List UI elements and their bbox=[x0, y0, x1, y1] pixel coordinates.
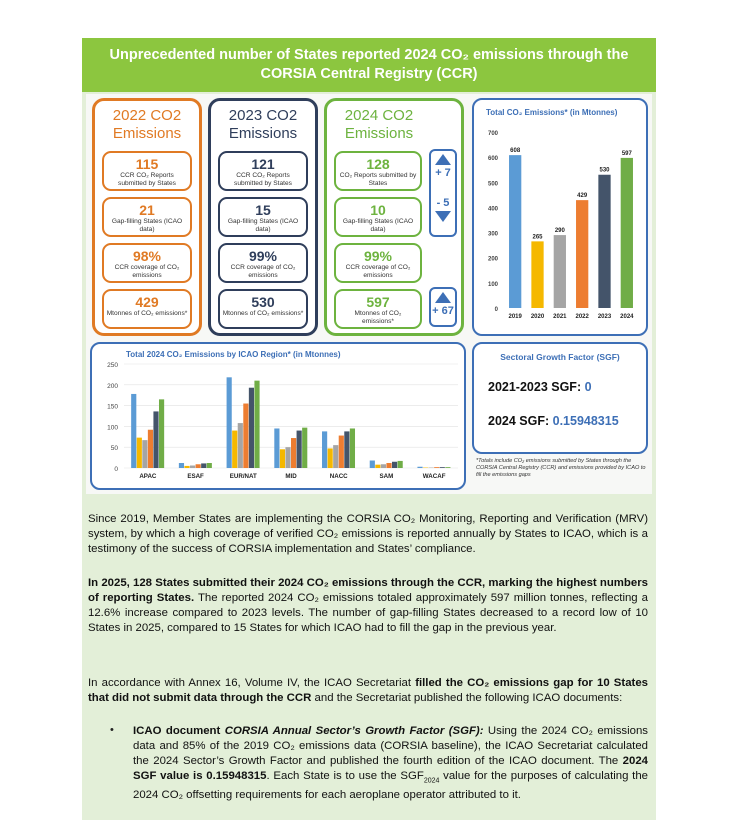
banner bbox=[82, 38, 656, 92]
delta-gap-filling: - 5 bbox=[436, 197, 450, 209]
bar bbox=[243, 404, 248, 468]
column-subtitle: Emissions bbox=[344, 125, 414, 142]
bar bbox=[179, 463, 184, 468]
x-tick-label: 2023 bbox=[597, 314, 612, 320]
stat-card-emissions bbox=[102, 289, 192, 329]
sgf-title: Sectoral Growth Factor (SGF) bbox=[500, 352, 620, 362]
column-2022 bbox=[92, 98, 202, 336]
x-tick-label: SAM bbox=[379, 473, 394, 480]
stat-card-coverage bbox=[102, 243, 192, 283]
stat-card-reports bbox=[334, 151, 422, 191]
bar bbox=[159, 399, 164, 468]
stat-value: 530 bbox=[251, 294, 275, 310]
column-subtitle: Emissions bbox=[228, 125, 298, 142]
x-tick-label: 2020 bbox=[530, 314, 545, 320]
stat-label: CCR coverage of CO₂ emissions bbox=[114, 264, 180, 279]
bar bbox=[137, 438, 142, 468]
stat-label: CCR CO₂ Reports submitted by States bbox=[234, 172, 292, 187]
regional-emissions-chart bbox=[90, 342, 466, 490]
bar bbox=[509, 155, 521, 308]
paragraph-bold: filled the CO₂ emissions gap for 10 States that did not submit data through the CCR bbox=[88, 677, 648, 704]
stat-value: 115 bbox=[135, 156, 159, 172]
sgf-label: 2021-2023 SGF: bbox=[488, 380, 585, 394]
y-tick-label: 200 bbox=[107, 382, 118, 390]
column-year: 2023 CO2 bbox=[228, 107, 298, 124]
stat-value: 99% bbox=[248, 248, 278, 264]
arrow-up-icon bbox=[435, 292, 451, 303]
stat-card-emissions bbox=[334, 289, 422, 329]
y-tick-label: 100 bbox=[487, 281, 498, 288]
x-tick-label: EUR/NAT bbox=[229, 473, 257, 480]
bar bbox=[576, 200, 588, 308]
data-label: 290 bbox=[554, 228, 565, 235]
bar bbox=[386, 463, 391, 468]
bar bbox=[227, 377, 232, 468]
bar bbox=[440, 467, 445, 468]
regional-emissions-svg bbox=[92, 344, 464, 488]
y-tick-label: 150 bbox=[107, 403, 118, 411]
bullet-bold: 2024 SGF value is 0.15948315 bbox=[133, 755, 648, 782]
paragraph-intro: Since 2019, Member States are implementing the CORSIA CO₂ Monitoring, Reporting and Verification (MRV) system, by which a high coverage of verified CO₂ emissions is reported annually by States to ICAO, which is a testimony of the success of CORSIA implementation and States’ compliance. bbox=[88, 513, 648, 555]
sgf-box bbox=[472, 342, 648, 454]
delta-emissions-box bbox=[429, 287, 457, 327]
bar bbox=[344, 431, 349, 468]
bar bbox=[417, 467, 422, 468]
stat-card-gap-filling bbox=[102, 197, 192, 237]
x-tick-label: 2024 bbox=[620, 314, 634, 320]
stat-value: 99% bbox=[363, 248, 393, 264]
sgf-value: 0 bbox=[584, 380, 592, 394]
bar bbox=[350, 428, 355, 468]
stat-value: 15 bbox=[255, 202, 271, 218]
x-tick-label: MID bbox=[285, 473, 297, 480]
stat-card-coverage bbox=[334, 243, 422, 283]
sgf-value: 0.15948315 bbox=[552, 414, 619, 428]
chart-title: Total CO₂ Emissions* (in Mtonnes) bbox=[486, 108, 618, 117]
bar bbox=[621, 158, 633, 308]
banner-line-1: Unprecedented number of States reported 2024 CO₂ emissions through the bbox=[109, 47, 629, 63]
stat-card-reports bbox=[218, 151, 308, 191]
bullet-icon: • bbox=[110, 724, 114, 736]
bar bbox=[190, 466, 195, 468]
y-tick-label: 500 bbox=[487, 181, 498, 188]
bullet-text: value for the purposes of calculating the 2024 CO₂ offsetting requirements for each aeroplane operator attributed to it. bbox=[133, 770, 649, 802]
bar bbox=[322, 431, 327, 468]
column-2023 bbox=[208, 98, 318, 336]
bullet-text: Using the 2024 CO₂ emissions data and 85% of the 2019 CO₂ emissions data (CORSIA baseline), the ICAO Secretariat calculated the 2024 Sector’s Growth Factor and published the fourth edition of the ICAO document. The bbox=[133, 725, 648, 767]
bar bbox=[148, 430, 153, 468]
sgf-label: 2024 SGF: bbox=[488, 414, 553, 428]
x-tick-label: 2019 bbox=[508, 314, 522, 320]
paragraph-reporting bbox=[88, 576, 648, 636]
bar bbox=[554, 235, 566, 308]
bar bbox=[398, 461, 403, 468]
stat-label: Gap-filling States (ICAO data) bbox=[111, 218, 183, 233]
y-tick-label: 200 bbox=[487, 256, 498, 263]
bar bbox=[531, 241, 543, 308]
bar bbox=[333, 445, 338, 468]
stat-label: Gap-filling States (ICAO data) bbox=[227, 218, 299, 233]
bullet-text: . Each State is to use the SGF bbox=[266, 770, 424, 782]
stat-label: Mtonnes of CO₂ emissions* bbox=[222, 310, 304, 317]
stat-card-gap-filling bbox=[334, 197, 422, 237]
paragraph-annex bbox=[88, 676, 648, 706]
chart-title: Total 2024 CO₂ Emissions by ICAO Region* (in Mtonnes) bbox=[126, 350, 341, 359]
stat-card-gap-filling bbox=[218, 197, 308, 237]
x-tick-label: APAC bbox=[139, 473, 157, 480]
bar bbox=[274, 428, 279, 468]
bar bbox=[339, 436, 344, 468]
stat-label: CO₂ Reports submitted by States bbox=[339, 172, 417, 187]
arrow-down-icon bbox=[435, 211, 451, 222]
total-emissions-svg bbox=[474, 100, 646, 334]
bar bbox=[370, 461, 375, 468]
data-label: 608 bbox=[510, 148, 521, 155]
bar bbox=[375, 465, 380, 468]
y-tick-label: 400 bbox=[487, 206, 498, 213]
delta-emissions: + 67 bbox=[432, 305, 454, 317]
x-tick-label: NACC bbox=[329, 473, 348, 480]
delta-reports-gap bbox=[429, 149, 457, 237]
bar bbox=[201, 463, 206, 468]
infographic bbox=[86, 94, 652, 494]
paragraph-text: and the Secretariat published the following ICAO documents: bbox=[311, 692, 623, 704]
stat-value: 429 bbox=[135, 294, 159, 310]
stat-value: 21 bbox=[139, 202, 155, 218]
stat-label: Mtonnes of CO₂ emissions* bbox=[106, 310, 188, 317]
column-year: 2022 CO2 bbox=[112, 107, 182, 124]
bar bbox=[280, 449, 285, 468]
stat-label: Gap-filling States (ICAO data) bbox=[342, 218, 414, 233]
stat-label: CCR coverage of CO₂ emissions bbox=[345, 264, 411, 279]
stat-value: 128 bbox=[366, 156, 390, 172]
bar bbox=[445, 467, 450, 468]
bar bbox=[207, 463, 212, 468]
paragraph-text: In accordance with Annex 16, Volume IV, the ICAO Secretariat bbox=[88, 677, 416, 689]
x-tick-label: WACAF bbox=[422, 473, 446, 480]
stat-card-reports bbox=[102, 151, 192, 191]
y-tick-label: 100 bbox=[107, 424, 118, 432]
y-tick-label: 300 bbox=[487, 231, 498, 238]
data-label: 429 bbox=[577, 193, 588, 200]
data-label: 597 bbox=[621, 150, 632, 157]
bar bbox=[131, 394, 136, 468]
paragraph-text: The reported 2024 CO₂ emissions totaled approximately 597 million tonnes, reflecting a 12.6% increase compared to 2023 levels. The number of gap-filling States decreased to a record low of 10 States in 2025, compared to 15 States for which ICAO had to fill the gap in the previous year. bbox=[88, 592, 648, 634]
bar bbox=[392, 462, 397, 468]
bar bbox=[297, 431, 302, 468]
bar bbox=[598, 175, 610, 308]
stat-value: 121 bbox=[251, 156, 275, 172]
arrow-up-icon bbox=[435, 154, 451, 165]
bar bbox=[381, 464, 386, 468]
bullet-bold-italic: CORSIA Annual Sector’s Growth Factor (SGF): bbox=[224, 725, 484, 737]
x-tick-label: ESAF bbox=[187, 473, 204, 480]
bar bbox=[254, 381, 259, 468]
bar bbox=[232, 431, 237, 468]
bar bbox=[238, 423, 243, 468]
column-2024 bbox=[324, 98, 464, 336]
y-tick-label: 0 bbox=[114, 466, 118, 473]
stat-label: CCR CO₂ Reports submitted by States bbox=[118, 172, 176, 187]
y-tick-label: 50 bbox=[110, 445, 118, 453]
y-tick-label: 700 bbox=[487, 131, 498, 137]
sgf-row-2024 bbox=[488, 414, 619, 428]
footnote: *Totals include CO₂ emissions submitted by States through the CORSIA Central Registry (CCR) and emissions provided by ICAO to fill the emissions gaps bbox=[476, 458, 646, 478]
data-label: 265 bbox=[532, 234, 543, 241]
stat-label: Mtonnes of CO₂ emissions* bbox=[354, 310, 402, 325]
bar bbox=[434, 467, 439, 468]
y-tick-label: 600 bbox=[487, 156, 498, 163]
bar bbox=[291, 438, 296, 468]
column-year: 2024 CO2 bbox=[344, 107, 414, 124]
column-subtitle: Emissions bbox=[112, 125, 182, 142]
delta-reports: + 7 bbox=[435, 167, 451, 179]
column-header bbox=[95, 101, 199, 149]
total-emissions-chart bbox=[472, 98, 648, 336]
y-tick-label: 0 bbox=[494, 307, 498, 313]
x-tick-label: 2021 bbox=[553, 314, 567, 320]
banner-line-2: CORSIA Central Registry (CCR) bbox=[260, 66, 478, 82]
bar bbox=[184, 466, 189, 468]
bar bbox=[249, 388, 254, 468]
y-tick-label: 250 bbox=[107, 362, 118, 369]
bar bbox=[153, 411, 158, 468]
bar bbox=[142, 440, 147, 468]
stat-label: CCR coverage of CO₂ emissions bbox=[230, 264, 296, 279]
sgf-row-2021-2023 bbox=[488, 380, 592, 394]
paragraph-bold: In 2025, 128 States submitted their 2024 CO₂ emissions through the CCR, marking the highest numbers of reporting States. bbox=[88, 577, 648, 604]
stat-card-emissions bbox=[218, 289, 308, 329]
column-header bbox=[211, 101, 315, 149]
bar bbox=[196, 464, 201, 468]
bullet-sgf bbox=[133, 724, 648, 803]
bar bbox=[302, 428, 307, 468]
column-header bbox=[327, 101, 431, 149]
bullet-subscript: 2024 bbox=[423, 777, 440, 785]
bar bbox=[328, 448, 333, 468]
data-label: 530 bbox=[599, 167, 610, 174]
stat-value: 597 bbox=[366, 294, 390, 310]
stat-card-coverage bbox=[218, 243, 308, 283]
bar bbox=[285, 447, 290, 468]
stat-value: 98% bbox=[132, 248, 162, 264]
stat-value: 10 bbox=[370, 202, 386, 218]
x-tick-label: 2022 bbox=[575, 314, 589, 320]
bullet-bold: ICAO document bbox=[133, 725, 225, 737]
